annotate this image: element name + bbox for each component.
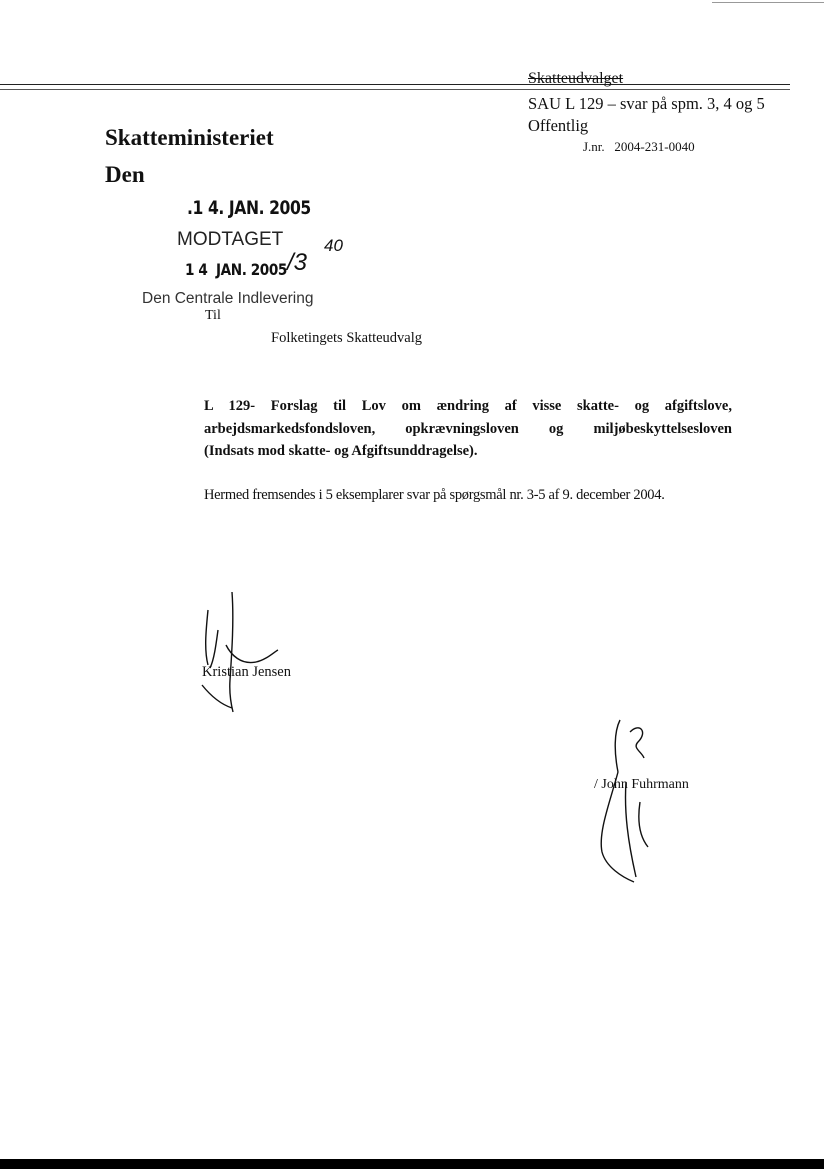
recipient-name: Folketingets Skatteudvalg xyxy=(271,330,423,346)
office-stamp: Den Centrale Indlevering xyxy=(142,290,314,307)
minister-signature-icon xyxy=(196,590,286,715)
body-text: Hermed fremsendes i 5 eksemplarer svar på spørgsmål nr. 3-5 af 9. december 2004. xyxy=(204,487,665,503)
den-label: Den xyxy=(105,162,145,187)
scan-bottom-edge xyxy=(0,1159,824,1169)
top-right-line xyxy=(712,2,824,3)
received-stamp-date: 1 4 JAN. 2005 xyxy=(185,260,287,279)
committee-name: Skatteudvalget xyxy=(528,70,624,87)
minister-name: Kristian Jensen xyxy=(202,664,291,680)
status-label: Offentlig xyxy=(528,116,589,135)
til-label: Til xyxy=(205,308,221,323)
subject-line-1: L 129- Forslag til Lov om ændring af visse skatte- og afgiftslove, xyxy=(204,398,732,414)
handwritten-suffix: 40 xyxy=(324,236,343,255)
official-signature-icon xyxy=(592,712,662,887)
ministry-name: Skatteministeriet xyxy=(105,125,274,150)
received-stamp-label: MODTAGET xyxy=(177,229,284,250)
header-rule-top xyxy=(0,84,790,85)
journal-number: J.nr. 2004-231-0040 xyxy=(583,139,695,154)
official-name: / John Fuhrmann xyxy=(594,777,689,792)
reference-line: SAU L 129 – svar på spm. 3, 4 og 5 xyxy=(528,94,765,113)
subject-line-3: (Indsats mod skatte- og Afgiftsunddragelse). xyxy=(204,443,478,459)
header-rule-bottom xyxy=(0,89,790,90)
handwritten-number: /3 xyxy=(287,249,308,276)
received-date-stamp: .1 4. JAN. 2005 xyxy=(187,197,311,219)
subject-line-2: arbejdsmarkedsfondsloven, opkrævningsloven og miljøbeskyttelsesloven xyxy=(204,421,732,437)
